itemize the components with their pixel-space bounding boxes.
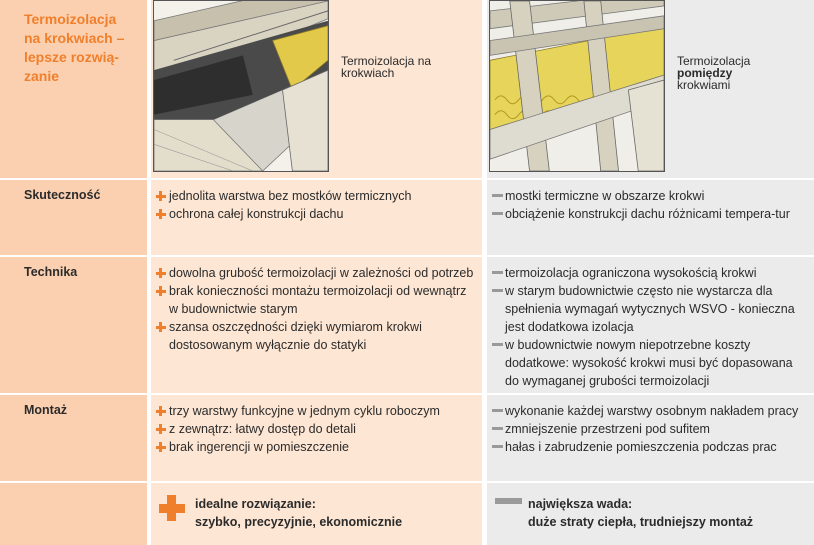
list-item: zmniejszenie przestrzeni pod sufitem <box>491 420 808 438</box>
list-item: w starym budownictwie często nie wystarcza dla spełnienia wymagań wytycznych WSVO - konieczna jest dodatkowa izolacja <box>491 282 808 336</box>
title-line: na krokwiach – <box>24 30 125 46</box>
row-label-skutecznosc: Skuteczność <box>0 178 147 255</box>
summary-line: idealne rozwiązanie: <box>195 497 316 511</box>
on-rafters-drawing <box>154 1 328 171</box>
list-item: mostki termiczne w obszarze krokwi <box>491 187 808 205</box>
label-line: Termoizolacja <box>677 54 751 68</box>
summary-label <box>0 481 147 545</box>
row-skutecznosc-advantages <box>147 178 482 255</box>
list-item: w budownictwie nowym niepotrzebne koszty dodatkowe: wysokość krokwi musi być dopasowana do wymaganej grubości termoizolacji <box>491 336 808 390</box>
summary-advantage <box>147 481 482 545</box>
minus-icon <box>491 282 505 300</box>
table-title <box>0 0 147 178</box>
summary-disadvantage <box>482 481 814 545</box>
list-item: ochrona całej konstrukcji dachu <box>155 205 474 223</box>
plus-icon <box>155 420 169 438</box>
between-rafters-illustration <box>489 0 665 172</box>
big-minus-icon <box>495 495 522 521</box>
row-technika-advantages <box>147 255 482 393</box>
summary-line: szybko, precyzyjnie, ekonomicznie <box>195 515 403 529</box>
list-item: brak ingerencji w pomieszczenie <box>155 438 474 456</box>
list-item: dowolna grubość termoizolacji w zależności od potrzeb <box>155 264 474 282</box>
big-plus-icon <box>159 495 185 521</box>
list-item: termoizolacja ograniczona wysokością krokwi <box>491 264 808 282</box>
row-montaz-disadvantages <box>482 393 814 481</box>
list-item: z zewnątrz: łatwy dostęp do detali <box>155 420 474 438</box>
list-item: jednolita warstwa bez mostków termicznych <box>155 187 474 205</box>
on-rafters-label <box>341 55 431 79</box>
minus-icon <box>491 420 505 438</box>
on-rafters-illustration <box>153 0 329 172</box>
list-item: obciążenie konstrukcji dachu różnicami tempera-tur <box>491 205 808 223</box>
plus-icon <box>155 282 169 300</box>
plus-icon <box>155 264 169 282</box>
header-on-rafters <box>147 0 482 178</box>
plus-icon <box>155 402 169 420</box>
list-item: trzy warstwy funkcyjne w jednym cyklu roboczym <box>155 402 474 420</box>
summary-advantage-text <box>195 495 402 531</box>
row-label-montaz: Montaż <box>0 393 147 481</box>
minus-icon <box>491 187 505 205</box>
row-montaz-advantages <box>147 393 482 481</box>
list-item: wykonanie każdej warstwy osobnym nakładem pracy <box>491 402 808 420</box>
row-label-technika: Technika <box>0 255 147 393</box>
label-line: krokwiach <box>341 66 395 80</box>
summary-line: duże straty ciepła, trudniejszy montaż <box>528 515 754 529</box>
between-rafters-label <box>677 55 750 91</box>
title-line: Termoizolacja <box>24 11 117 27</box>
summary-line: największa wada: <box>528 497 633 511</box>
title-line: zanie <box>24 68 60 84</box>
plus-icon <box>155 318 169 336</box>
list-item: hałas i zabrudzenie pomieszczenia podczas prac <box>491 438 808 456</box>
plus-icon <box>155 438 169 456</box>
plus-icon <box>155 205 169 223</box>
label-line: krokwiami <box>677 78 731 92</box>
minus-icon <box>491 205 505 223</box>
label-bold: pomiędzy <box>677 66 733 80</box>
minus-icon <box>491 402 505 420</box>
summary-disadvantage-text <box>528 495 753 531</box>
minus-icon <box>491 438 505 456</box>
label-line: Termoizolacja na <box>341 54 432 68</box>
title-line: lepsze rozwią- <box>24 49 119 65</box>
minus-icon <box>491 336 505 354</box>
row-technika-disadvantages <box>482 255 814 393</box>
minus-icon <box>491 264 505 282</box>
list-item: szansa oszczędności dzięki wymiarom krokwi dostosowanym wyłącznie do statyki <box>155 318 474 354</box>
list-item: brak konieczności montażu termoizolacji od wewnątrz w budownictwie starym <box>155 282 474 318</box>
row-skutecznosc-disadvantages <box>482 178 814 255</box>
plus-icon <box>155 187 169 205</box>
header-between-rafters <box>482 0 814 178</box>
between-rafters-drawing <box>490 1 664 171</box>
